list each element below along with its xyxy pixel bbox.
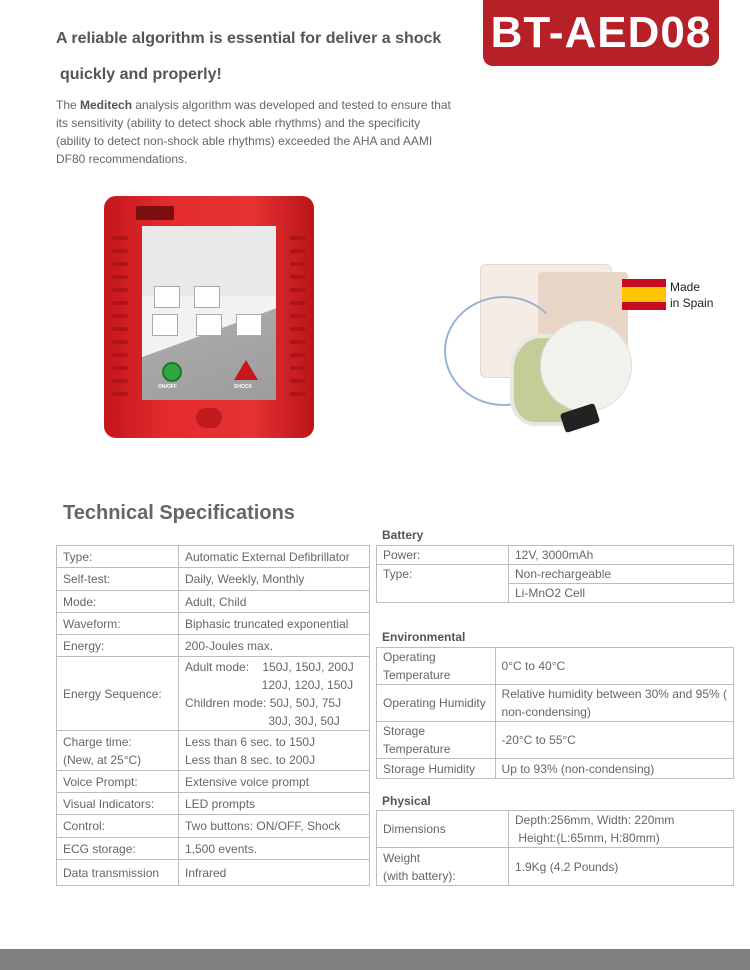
table-row: Energy: 200-Joules max. [57, 635, 370, 657]
table-row: Visual Indicators: LED prompts [57, 793, 370, 815]
power-button-graphic [162, 362, 182, 382]
spain-flag-icon [622, 279, 666, 310]
specs-table [56, 545, 370, 886]
made-in-label: Made in Spain [670, 280, 714, 310]
table-row: Waveform: Biphasic truncated exponential [57, 613, 370, 635]
shock-button-graphic [234, 360, 258, 380]
heading-line-2: quickly and properly! [60, 66, 222, 83]
heading-line-1: A reliable algorithm is essential for deliver a shock [56, 30, 442, 47]
table-row: Operating Temperature 0°C to 40°C [377, 648, 734, 685]
model-badge: BT-AED08 [483, 0, 719, 66]
battery-table [376, 545, 734, 603]
table-row: Control: Two buttons: ON/OFF, Shock [57, 815, 370, 838]
battery-title: Battery [382, 528, 424, 542]
table-row: Mode: Adult, Child [57, 591, 370, 613]
table-row: Storage Humidity Up to 93% (non-condensing) [377, 759, 734, 779]
physical-title: Physical [382, 794, 431, 808]
footer-bar [0, 949, 750, 970]
table-row: Self-test: Daily, Weekly, Monthly [57, 568, 370, 591]
brand-name: Meditech [80, 98, 133, 112]
table-row: Charge time: (New, at 25°C) Less than 6 sec. to 150J Less than 8 sec. to 200J [57, 731, 370, 771]
table-row: Voice Prompt: Extensive voice prompt [57, 771, 370, 793]
table-row: Data transmission Infrared [57, 860, 370, 886]
table-row: Power: 12V, 3000mAh [377, 546, 734, 565]
table-row: Dimensions Depth:256mm, Width: 220mm Height:(L:65mm, H:80mm) [377, 811, 734, 848]
shock-label: SHOCK [234, 384, 253, 390]
physical-table [376, 810, 734, 886]
table-row: Type: Automatic External Defibrillator [57, 546, 370, 568]
table-row: Storage Temperature -20°C to 55°C [377, 722, 734, 759]
environmental-title: Environmental [382, 630, 466, 644]
table-row: Operating Humidity Relative humidity between 30% and 95% ( non-condensing) [377, 685, 734, 722]
table-row: Li-MnO2 Cell [377, 584, 734, 603]
table-row: ECG storage: 1,500 events. [57, 838, 370, 860]
table-row: Weight (with battery): 1.9Kg (4.2 Pounds) [377, 848, 734, 886]
on-off-label: ON/OFF [158, 384, 177, 390]
tech-specs-title: Technical Specifications [63, 502, 295, 524]
environmental-table [376, 647, 734, 779]
intro-paragraph: The Meditech analysis algorithm was developed and tested to ensure that its sensitivity (ability to detect shock able rhythms) and the specificity (ability to detect non-shock able rhythms) exceeded the AHA and AAMI DF80 recommendations. [56, 98, 451, 166]
table-row: Type: Non-rechargeable [377, 565, 734, 584]
aed-device-image [104, 196, 314, 438]
table-row: Energy Sequence: Adult mode: 150J, 150J, 200J 120J, 120J, 150J Children mode: 50J, 50J, 75J 30J, 30J, 50J [57, 657, 370, 731]
